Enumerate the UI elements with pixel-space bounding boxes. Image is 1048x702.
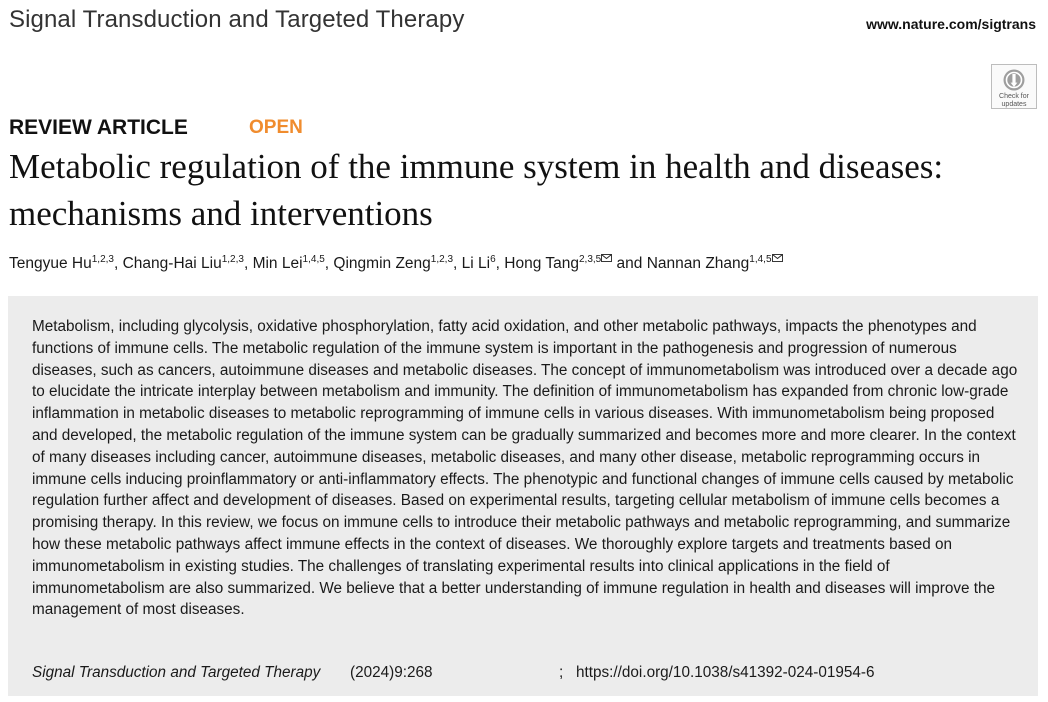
author-affiliation: 1,2,3 [91, 254, 114, 265]
author-name[interactable]: Li Li [461, 255, 491, 273]
author-name[interactable]: Tengyue Hu [9, 255, 92, 273]
mail-icon[interactable] [772, 254, 783, 262]
author-list [9, 254, 1039, 273]
author-separator: , [243, 255, 253, 273]
author-affiliation: 1,4,5 [302, 254, 325, 265]
author-separator: , [113, 255, 123, 273]
badge-text-line1: Check for [999, 93, 1029, 100]
citation-volume: (2024)9:268 [350, 664, 433, 681]
open-access-label: OPEN [249, 117, 303, 138]
badge-text-line2: updates [1001, 101, 1027, 108]
author-affiliation: 1,4,5 [749, 254, 772, 265]
check-for-updates-badge[interactable] [991, 64, 1037, 109]
journal-url[interactable]: www.nature.com/sigtrans [866, 16, 1036, 32]
mail-icon[interactable] [601, 254, 612, 262]
author-name[interactable]: Qingmin Zeng [333, 255, 431, 273]
article-type: REVIEW ARTICLE [9, 116, 188, 139]
author-name[interactable]: Min Lei [252, 255, 303, 273]
citation-separator: ; [559, 664, 564, 681]
author-separator: , [453, 255, 462, 273]
citation-doi-link[interactable]: https://doi.org/10.1038/s41392-024-01954-6 [576, 664, 875, 681]
author-separator: , [495, 255, 505, 273]
abstract-text: Metabolism, including glycolysis, oxidative phosphorylation, fatty acid oxidation, and other metabolic pathways, impacts the phenotypes and functions of immune cells. The metabolic regulation of the immune system is important in the pathogenesis and progression of numerous diseases, such as cancers, autoimmune diseases and metabolic diseases. The concept of immunometabolism was introduced over a decade ago to elucidate the intricate interplay between metabolism and immunity. The definition of immunometabolism has expanded from chronic low-grade inflammation in metabolic diseases to metabolic reprogramming of immune cells in various diseases. With immunometabolism being proposed and developed, the metabolic regulation of the immune system can be gradually summarized and becomes more and more clearer. In the context of many diseases including cancer, autoimmune diseases, metabolic diseases, and many other disease, metabolic reprogramming occurs in immune cells inducing proinflammatory or anti-inflammatory effects. The phenotypic and functional changes of immune cells caused by metabolic regulation further affect and development of diseases. Based on experimental results, targeting cellular metabolism of immune cells becomes a promising therapy. In this review, we focus on immune cells to introduce their metabolic pathways and metabolic reprogramming, and summarize how these metabolic pathways affect immune effects in the context of diseases. We thoroughly explore targets and treatments based on immunometabolism in existing studies. The challenges of translating experimental results into clinical applications in the field of immunometabolism are also summarized. We believe that a better understanding of immune regulation in health and diseases will improve the management of most diseases. [32, 318, 1018, 619]
author-affiliation: 1,2,3 [430, 254, 454, 265]
author-affiliation: 2,3,5 [578, 254, 602, 265]
author-name[interactable]: Nannan Zhang [646, 255, 750, 273]
abstract-box [8, 296, 1038, 696]
author-affiliation: 1,2,3 [221, 254, 244, 265]
journal-name: Signal Transduction and Targeted Therapy [9, 6, 465, 33]
citation-journal: Signal Transduction and Targeted Therapy [32, 664, 321, 681]
author-name[interactable]: Chang-Hai Liu [122, 255, 222, 273]
check-for-updates-icon [1002, 68, 1026, 92]
author-separator: and [612, 255, 647, 273]
article-title: Metabolic regulation of the immune system in health and diseases: mechanisms and interventions [9, 147, 944, 233]
author-name[interactable]: Hong Tang [504, 255, 579, 273]
author-separator: , [324, 255, 334, 273]
author-affiliation: 6 [490, 254, 496, 265]
